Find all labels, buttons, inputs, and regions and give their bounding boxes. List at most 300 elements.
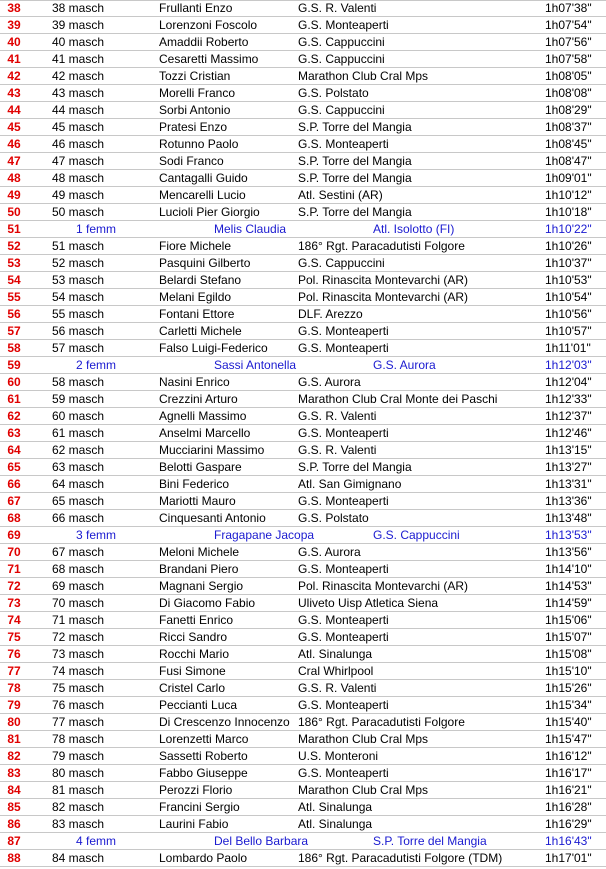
overall-position: 54 bbox=[7, 273, 21, 287]
overall-position: 51 bbox=[7, 222, 21, 236]
female-rank-category: 3 femm bbox=[76, 528, 117, 542]
finish-time: 1h16'28" bbox=[545, 800, 592, 814]
finish-time: 1h08'45" bbox=[545, 137, 592, 151]
club-name: G.S. Monteaperti bbox=[298, 630, 389, 644]
club-name: G.S. Monteaperti bbox=[298, 18, 389, 32]
overall-position: 78 bbox=[7, 681, 21, 695]
result-row bbox=[0, 612, 606, 629]
result-row bbox=[0, 510, 606, 527]
athlete-name: Anselmi Marcello bbox=[159, 426, 251, 440]
athlete-name: Amaddii Roberto bbox=[159, 35, 249, 49]
athlete-name: Di Giacomo Fabio bbox=[159, 596, 256, 610]
finish-time: 1h16'29" bbox=[545, 817, 592, 831]
athlete-name: Cristel Carlo bbox=[159, 681, 226, 695]
club-name: G.S. Cappuccini bbox=[298, 256, 385, 270]
overall-position: 68 bbox=[7, 511, 21, 525]
category-rank: 63 masch bbox=[52, 460, 105, 474]
athlete-name: Fontani Ettore bbox=[159, 307, 235, 321]
athlete-name: Lucioli Pier Giorgio bbox=[159, 205, 260, 219]
overall-position: 61 bbox=[7, 392, 21, 406]
finish-time: 1h14'53" bbox=[545, 579, 592, 593]
club-name: G.S. R. Valenti bbox=[298, 443, 377, 457]
overall-position: 63 bbox=[7, 426, 21, 440]
finish-time: 1h15'26" bbox=[545, 681, 592, 695]
athlete-name: Francini Sergio bbox=[159, 800, 240, 814]
category-rank: 74 masch bbox=[52, 664, 105, 678]
athlete-name: Bini Federico bbox=[159, 477, 230, 491]
result-row bbox=[0, 425, 606, 442]
athlete-name: Meloni Michele bbox=[159, 545, 240, 559]
overall-position: 52 bbox=[7, 239, 21, 253]
category-rank: 76 masch bbox=[52, 698, 105, 712]
finish-time: 1h13'56" bbox=[545, 545, 592, 559]
club-name: G.S. Monteaperti bbox=[298, 562, 389, 576]
category-rank: 48 masch bbox=[52, 171, 105, 185]
finish-time: 1h09'01" bbox=[545, 171, 592, 185]
club-name: Atl. Sinalunga bbox=[298, 800, 373, 814]
club-name: 186° Rgt. Paracadutisti Folgore bbox=[298, 239, 465, 253]
result-row bbox=[0, 323, 606, 340]
overall-position: 88 bbox=[7, 851, 21, 865]
category-rank: 39 masch bbox=[52, 18, 105, 32]
athlete-name: Lorenzetti Marco bbox=[159, 732, 249, 746]
athlete-name: Mucciarini Massimo bbox=[159, 443, 265, 457]
club-name: G.S. Polstato bbox=[298, 511, 369, 525]
overall-position: 81 bbox=[7, 732, 21, 746]
overall-position: 48 bbox=[7, 171, 21, 185]
result-row bbox=[0, 306, 606, 323]
finish-time: 1h15'06" bbox=[545, 613, 592, 627]
overall-position: 70 bbox=[7, 545, 21, 559]
overall-position: 87 bbox=[7, 834, 21, 848]
club-name: G.S. Monteaperti bbox=[298, 613, 389, 627]
category-rank: 45 masch bbox=[52, 120, 105, 134]
category-rank: 57 masch bbox=[52, 341, 105, 355]
finish-time: 1h08'08" bbox=[545, 86, 592, 100]
result-row bbox=[0, 561, 606, 578]
category-rank: 59 masch bbox=[52, 392, 105, 406]
overall-position: 40 bbox=[7, 35, 21, 49]
overall-position: 39 bbox=[7, 18, 21, 32]
club-name: G.S. Monteaperti bbox=[298, 698, 389, 712]
athlete-name: Magnani Sergio bbox=[159, 579, 244, 593]
category-rank: 44 masch bbox=[52, 103, 105, 117]
club-name: Atl. San Gimignano bbox=[298, 477, 402, 491]
club-name: 186° Rgt. Paracadutisti Folgore bbox=[298, 715, 465, 729]
finish-time: 1h13'31" bbox=[545, 477, 592, 491]
athlete-name: Tozzi Cristian bbox=[159, 69, 231, 83]
athlete-name: Mencarelli Lucio bbox=[159, 188, 246, 202]
result-row bbox=[0, 0, 606, 17]
category-rank: 53 masch bbox=[52, 273, 105, 287]
overall-position: 44 bbox=[7, 103, 21, 117]
result-row bbox=[0, 646, 606, 663]
category-rank: 80 masch bbox=[52, 766, 105, 780]
club-name: G.S. Monteaperti bbox=[298, 341, 389, 355]
athlete-name: Rotunno Paolo bbox=[159, 137, 239, 151]
result-row bbox=[0, 391, 606, 408]
result-row bbox=[0, 255, 606, 272]
category-rank: 54 masch bbox=[52, 290, 105, 304]
finish-time: 1h12'46" bbox=[545, 426, 592, 440]
result-row bbox=[0, 17, 606, 34]
result-row bbox=[0, 272, 606, 289]
category-rank: 60 masch bbox=[52, 409, 105, 423]
finish-time: 1h13'27" bbox=[545, 460, 592, 474]
finish-time: 1h12'03" bbox=[545, 358, 592, 372]
club-name: G.S. Cappuccini bbox=[373, 528, 460, 542]
overall-position: 76 bbox=[7, 647, 21, 661]
category-rank: 49 masch bbox=[52, 188, 105, 202]
athlete-name: Sorbi Antonio bbox=[159, 103, 231, 117]
athlete-name: Lorenzoni Foscolo bbox=[159, 18, 258, 32]
club-name: Atl. Sestini (AR) bbox=[298, 188, 383, 202]
category-rank: 71 masch bbox=[52, 613, 105, 627]
finish-time: 1h15'47" bbox=[545, 732, 592, 746]
category-rank: 69 masch bbox=[52, 579, 105, 593]
athlete-name: Nasini Enrico bbox=[159, 375, 230, 389]
overall-position: 75 bbox=[7, 630, 21, 644]
overall-position: 49 bbox=[7, 188, 21, 202]
club-name: G.S. R. Valenti bbox=[298, 409, 377, 423]
overall-position: 79 bbox=[7, 698, 21, 712]
female-result-row bbox=[0, 833, 606, 850]
category-rank: 38 masch bbox=[52, 1, 105, 15]
athlete-name: Belardi Stefano bbox=[159, 273, 242, 287]
club-name: Pol. Rinascita Montevarchi (AR) bbox=[298, 290, 469, 304]
athlete-name: Crezzini Arturo bbox=[159, 392, 238, 406]
finish-time: 1h12'33" bbox=[545, 392, 592, 406]
club-name: DLF. Arezzo bbox=[298, 307, 363, 321]
athlete-name: Agnelli Massimo bbox=[159, 409, 247, 423]
result-row bbox=[0, 102, 606, 119]
category-rank: 78 masch bbox=[52, 732, 105, 746]
club-name: Pol. Rinascita Montevarchi (AR) bbox=[298, 273, 469, 287]
club-name: G.S. Monteaperti bbox=[298, 426, 389, 440]
athlete-name: Fragapane Jacopa bbox=[214, 528, 315, 542]
overall-position: 46 bbox=[7, 137, 21, 151]
club-name: G.S. Monteaperti bbox=[298, 324, 389, 338]
athlete-name: Fanetti Enrico bbox=[159, 613, 234, 627]
category-rank: 65 masch bbox=[52, 494, 105, 508]
result-row bbox=[0, 51, 606, 68]
club-name: Pol. Rinascita Montevarchi (AR) bbox=[298, 579, 469, 593]
overall-position: 45 bbox=[7, 120, 21, 134]
finish-time: 1h07'56" bbox=[545, 35, 592, 49]
finish-time: 1h14'10" bbox=[545, 562, 592, 576]
club-name: S.P. Torre del Mangia bbox=[298, 154, 412, 168]
finish-time: 1h08'37" bbox=[545, 120, 592, 134]
result-row bbox=[0, 544, 606, 561]
club-name: G.S. Monteaperti bbox=[298, 494, 389, 508]
athlete-name: Melis Claudia bbox=[214, 222, 287, 236]
club-name: Atl. Sinalunga bbox=[298, 647, 373, 661]
athlete-name: Carletti Michele bbox=[159, 324, 242, 338]
club-name: Marathon Club Cral Mps bbox=[298, 69, 429, 83]
athlete-name: Cinquesanti Antonio bbox=[159, 511, 266, 525]
category-rank: 41 masch bbox=[52, 52, 105, 66]
result-row bbox=[0, 119, 606, 136]
category-rank: 75 masch bbox=[52, 681, 105, 695]
female-rank-category: 2 femm bbox=[76, 358, 117, 372]
club-name: G.S. Cappuccini bbox=[298, 103, 385, 117]
overall-position: 55 bbox=[7, 290, 21, 304]
result-row bbox=[0, 697, 606, 714]
finish-time: 1h10'57" bbox=[545, 324, 592, 338]
overall-position: 56 bbox=[7, 307, 21, 321]
overall-position: 71 bbox=[7, 562, 21, 576]
female-result-row bbox=[0, 527, 606, 544]
club-name: G.S. Aurora bbox=[373, 358, 436, 372]
result-row bbox=[0, 136, 606, 153]
club-name: S.P. Torre del Mangia bbox=[373, 834, 487, 848]
category-rank: 58 masch bbox=[52, 375, 105, 389]
finish-time: 1h11'01" bbox=[545, 341, 591, 355]
athlete-name: Di Crescenzo Innocenzo bbox=[159, 715, 290, 729]
overall-position: 62 bbox=[7, 409, 21, 423]
overall-position: 60 bbox=[7, 375, 21, 389]
overall-position: 50 bbox=[7, 205, 21, 219]
finish-time: 1h15'40" bbox=[545, 715, 592, 729]
athlete-name: Lombardo Paolo bbox=[159, 851, 248, 865]
overall-position: 42 bbox=[7, 69, 21, 83]
overall-position: 57 bbox=[7, 324, 21, 338]
result-row bbox=[0, 340, 606, 357]
result-row bbox=[0, 748, 606, 765]
club-name: U.S. Monteroni bbox=[298, 749, 379, 763]
finish-time: 1h15'10" bbox=[545, 664, 592, 678]
female-rank-category: 4 femm bbox=[76, 834, 117, 848]
finish-time: 1h13'36" bbox=[545, 494, 592, 508]
result-row bbox=[0, 408, 606, 425]
finish-time: 1h07'54" bbox=[545, 18, 592, 32]
overall-position: 83 bbox=[7, 766, 21, 780]
overall-position: 47 bbox=[7, 154, 21, 168]
result-row bbox=[0, 578, 606, 595]
club-name: Uliveto Uisp Atletica Siena bbox=[298, 596, 439, 610]
result-row bbox=[0, 714, 606, 731]
overall-position: 43 bbox=[7, 86, 21, 100]
club-name: Atl. Sinalunga bbox=[298, 817, 373, 831]
category-rank: 67 masch bbox=[52, 545, 105, 559]
category-rank: 50 masch bbox=[52, 205, 105, 219]
result-row bbox=[0, 459, 606, 476]
category-rank: 66 masch bbox=[52, 511, 105, 525]
club-name: G.S. Cappuccini bbox=[298, 35, 385, 49]
result-row bbox=[0, 493, 606, 510]
finish-time: 1h10'37" bbox=[545, 256, 592, 270]
athlete-name: Laurini Fabio bbox=[159, 817, 229, 831]
result-row bbox=[0, 799, 606, 816]
result-row bbox=[0, 680, 606, 697]
result-row bbox=[0, 731, 606, 748]
category-rank: 64 masch bbox=[52, 477, 105, 491]
overall-position: 80 bbox=[7, 715, 21, 729]
finish-time: 1h17'01" bbox=[545, 851, 592, 865]
athlete-name: Fiore Michele bbox=[159, 239, 232, 253]
overall-position: 73 bbox=[7, 596, 21, 610]
result-row bbox=[0, 629, 606, 646]
athlete-name: Sodi Franco bbox=[159, 154, 224, 168]
overall-position: 58 bbox=[7, 341, 21, 355]
athlete-name: Fusi Simone bbox=[159, 664, 226, 678]
overall-position: 82 bbox=[7, 749, 21, 763]
category-rank: 52 masch bbox=[52, 256, 105, 270]
club-name: Marathon Club Cral Mps bbox=[298, 783, 429, 797]
category-rank: 77 masch bbox=[52, 715, 105, 729]
category-rank: 70 masch bbox=[52, 596, 105, 610]
finish-time: 1h10'18" bbox=[545, 205, 592, 219]
category-rank: 73 masch bbox=[52, 647, 105, 661]
athlete-name: Pratesi Enzo bbox=[159, 120, 228, 134]
club-name: G.S. Monteaperti bbox=[298, 766, 389, 780]
category-rank: 79 masch bbox=[52, 749, 105, 763]
club-name: G.S. Polstato bbox=[298, 86, 369, 100]
result-row bbox=[0, 476, 606, 493]
finish-time: 1h10'26" bbox=[545, 239, 592, 253]
overall-position: 77 bbox=[7, 664, 21, 678]
athlete-name: Melani Egildo bbox=[159, 290, 232, 304]
finish-time: 1h15'34" bbox=[545, 698, 592, 712]
finish-time: 1h10'54" bbox=[545, 290, 592, 304]
category-rank: 62 masch bbox=[52, 443, 105, 457]
category-rank: 83 masch bbox=[52, 817, 105, 831]
finish-time: 1h10'56" bbox=[545, 307, 592, 321]
female-result-row bbox=[0, 357, 606, 374]
athlete-name: Fabbo Giuseppe bbox=[159, 766, 248, 780]
result-row bbox=[0, 238, 606, 255]
category-rank: 51 masch bbox=[52, 239, 105, 253]
athlete-name: Rocchi Mario bbox=[159, 647, 230, 661]
result-row bbox=[0, 765, 606, 782]
result-row bbox=[0, 34, 606, 51]
finish-time: 1h16'43" bbox=[545, 834, 592, 848]
result-row bbox=[0, 782, 606, 799]
finish-time: 1h16'21" bbox=[545, 783, 592, 797]
club-name: G.S. R. Valenti bbox=[298, 1, 377, 15]
club-name: Marathon Club Cral Monte dei Paschi bbox=[298, 392, 498, 406]
finish-time: 1h10'53" bbox=[545, 273, 592, 287]
finish-time: 1h12'04" bbox=[545, 375, 592, 389]
overall-position: 74 bbox=[7, 613, 21, 627]
overall-position: 72 bbox=[7, 579, 21, 593]
result-row bbox=[0, 442, 606, 459]
result-row bbox=[0, 85, 606, 102]
result-row bbox=[0, 187, 606, 204]
club-name: S.P. Torre del Mangia bbox=[298, 205, 412, 219]
athlete-name: Sassi Antonella bbox=[214, 358, 297, 372]
category-rank: 68 masch bbox=[52, 562, 105, 576]
athlete-name: Belotti Gaspare bbox=[159, 460, 242, 474]
result-row bbox=[0, 289, 606, 306]
category-rank: 40 masch bbox=[52, 35, 105, 49]
athlete-name: Brandani Piero bbox=[159, 562, 239, 576]
finish-time: 1h10'22" bbox=[545, 222, 592, 236]
athlete-name: Frullanti Enzo bbox=[159, 1, 233, 15]
club-name: S.P. Torre del Mangia bbox=[298, 120, 412, 134]
finish-time: 1h07'58" bbox=[545, 52, 592, 66]
finish-time: 1h10'12" bbox=[545, 188, 592, 202]
overall-position: 59 bbox=[7, 358, 21, 372]
club-name: G.S. Monteaperti bbox=[298, 137, 389, 151]
athlete-name: Cantagalli Guido bbox=[159, 171, 248, 185]
category-rank: 55 masch bbox=[52, 307, 105, 321]
finish-time: 1h13'48" bbox=[545, 511, 592, 525]
overall-position: 41 bbox=[7, 52, 21, 66]
overall-position: 67 bbox=[7, 494, 21, 508]
result-row bbox=[0, 68, 606, 85]
overall-position: 86 bbox=[7, 817, 21, 831]
overall-position: 84 bbox=[7, 783, 21, 797]
overall-position: 69 bbox=[7, 528, 21, 542]
category-rank: 61 masch bbox=[52, 426, 105, 440]
category-rank: 84 masch bbox=[52, 851, 105, 865]
overall-position: 38 bbox=[7, 1, 21, 15]
category-rank: 82 masch bbox=[52, 800, 105, 814]
athlete-name: Mariotti Mauro bbox=[159, 494, 236, 508]
athlete-name: Morelli Franco bbox=[159, 86, 236, 100]
finish-time: 1h15'07" bbox=[545, 630, 592, 644]
club-name: S.P. Torre del Mangia bbox=[298, 460, 412, 474]
club-name: Cral Whirlpool bbox=[298, 664, 374, 678]
club-name: 186° Rgt. Paracadutisti Folgore (TDM) bbox=[298, 851, 503, 865]
category-rank: 56 masch bbox=[52, 324, 105, 338]
athlete-name: Ricci Sandro bbox=[159, 630, 228, 644]
category-rank: 81 masch bbox=[52, 783, 105, 797]
athlete-name: Falso Luigi-Federico bbox=[159, 341, 268, 355]
result-row bbox=[0, 816, 606, 833]
finish-time: 1h16'17" bbox=[545, 766, 592, 780]
club-name: Atl. Isolotto (FI) bbox=[373, 222, 455, 236]
athlete-name: Del Bello Barbara bbox=[214, 834, 309, 848]
athlete-name: Pasquini Gilberto bbox=[159, 256, 251, 270]
category-rank: 72 masch bbox=[52, 630, 105, 644]
athlete-name: Cesaretti Massimo bbox=[159, 52, 259, 66]
female-result-row bbox=[0, 221, 606, 238]
club-name: G.S. Aurora bbox=[298, 545, 361, 559]
club-name: Marathon Club Cral Mps bbox=[298, 732, 429, 746]
finish-time: 1h08'05" bbox=[545, 69, 592, 83]
result-row bbox=[0, 663, 606, 680]
finish-time: 1h13'53" bbox=[545, 528, 592, 542]
overall-position: 53 bbox=[7, 256, 21, 270]
athlete-name: Sassetti Roberto bbox=[159, 749, 248, 763]
result-row bbox=[0, 153, 606, 170]
result-row bbox=[0, 595, 606, 612]
result-row bbox=[0, 204, 606, 221]
result-row bbox=[0, 374, 606, 391]
finish-time: 1h14'59" bbox=[545, 596, 592, 610]
category-rank: 46 masch bbox=[52, 137, 105, 151]
club-name: G.S. Aurora bbox=[298, 375, 361, 389]
finish-time: 1h13'15" bbox=[545, 443, 592, 457]
female-rank-category: 1 femm bbox=[76, 222, 117, 236]
overall-position: 66 bbox=[7, 477, 21, 491]
category-rank: 42 masch bbox=[52, 69, 105, 83]
overall-position: 85 bbox=[7, 800, 21, 814]
athlete-name: Perozzi Florio bbox=[159, 783, 233, 797]
finish-time: 1h16'12" bbox=[545, 749, 592, 763]
athlete-name: Peccianti Luca bbox=[159, 698, 238, 712]
finish-time: 1h08'29" bbox=[545, 103, 592, 117]
finish-time: 1h15'08" bbox=[545, 647, 592, 661]
result-row bbox=[0, 170, 606, 187]
overall-position: 65 bbox=[7, 460, 21, 474]
club-name: G.S. R. Valenti bbox=[298, 681, 377, 695]
category-rank: 43 masch bbox=[52, 86, 105, 100]
finish-time: 1h12'37" bbox=[545, 409, 592, 423]
result-row bbox=[0, 850, 606, 867]
